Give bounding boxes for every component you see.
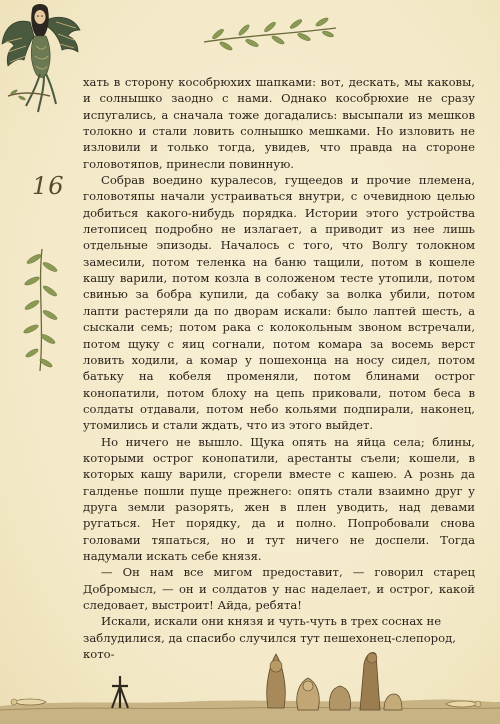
sirin-bird-illustration: [0, 0, 82, 125]
scroll-icon-right: [446, 701, 481, 707]
paragraph-5: Искали, искали они князя и чуть-чуть в трех соснах не заблудилися, да спасибо случился тут пешехонец-слепород, кото-: [83, 614, 456, 662]
scroll-icon-left: [11, 699, 46, 705]
paragraph-4: — Он нам все мигом предоставит, — говорил старец Добромысл, — он и солдатов у нас наделает, и острог, какой следовает, выстроит! Айда, ребята!: [83, 565, 475, 612]
olive-branch-ornament-top: [200, 12, 340, 52]
grave-cross-icon: [112, 676, 128, 708]
main-text: [83, 74, 475, 662]
paragraph-3: Но ничего не вышло. Щука опять на яйца села; блины, которыми острог конопатили, арестанты съели; кошели, в которых кашу варили, сгорели вместе с кашею. А рознь да галденье пошли пуще прежнего: опять стали взаимно друг у друга земли разорять, жен в плен уводить, над девами ругаться. Нет порядку, да и полно. Попробовали снова головами тяпаться, но и тут ничего не доспели. Тогда надумали искать себе князя.: [83, 434, 475, 563]
page-number: 16: [32, 172, 65, 200]
olive-branch-ornament-left: [18, 245, 64, 375]
paragraph-2: Собрав воедино куралесов, гущеедов и прочие племена, головотяпы начали устраиваться внутри, с очевидною целью добиться какого-нибудь порядка. Истории этого устройства летописец подробно не излагает, а приводит из нее лишь отдельные эпизоды. Началось с того, что Волгу толокном замесили, потом теленка на баню тащили, потом в кошеле кашу варили, потом козла в соложеном тесте утопили, потом свинью за бобра купили, да собаку за волка убили, потом лапти растеряли да по дворам искали: было лаптей шесть, а сыскали семь; потом рака с колокольным звоном встречали, потом щуку с яиц согнали, потом комара за восемь верст ловить ходили, а комар у пошехонца на носу сидел, потом батьку на кобеля променяли, потом блинами острог конопатили, потом блоху на цепь приковали, потом беса в солдаты отдавали, потом небо кольями подпирали, наконец, утомились и стали ждать, что из этого выйдет.: [83, 173, 475, 433]
paragraph-1: хать в сторону кособрюхих шапками: вот, дескать, мы каковы, и солнышко заодно с нами. Однако кособрюхие не сразу испугались, а сначала тоже догадались: высыпали из мешков толокно и стали ловить солнышко мешками. Но изловить не изловили и только тогда, увидев, что правда на стороне головотяпов, принесли повинную.: [83, 75, 475, 171]
bottom-landscape-illustration: [0, 624, 500, 724]
